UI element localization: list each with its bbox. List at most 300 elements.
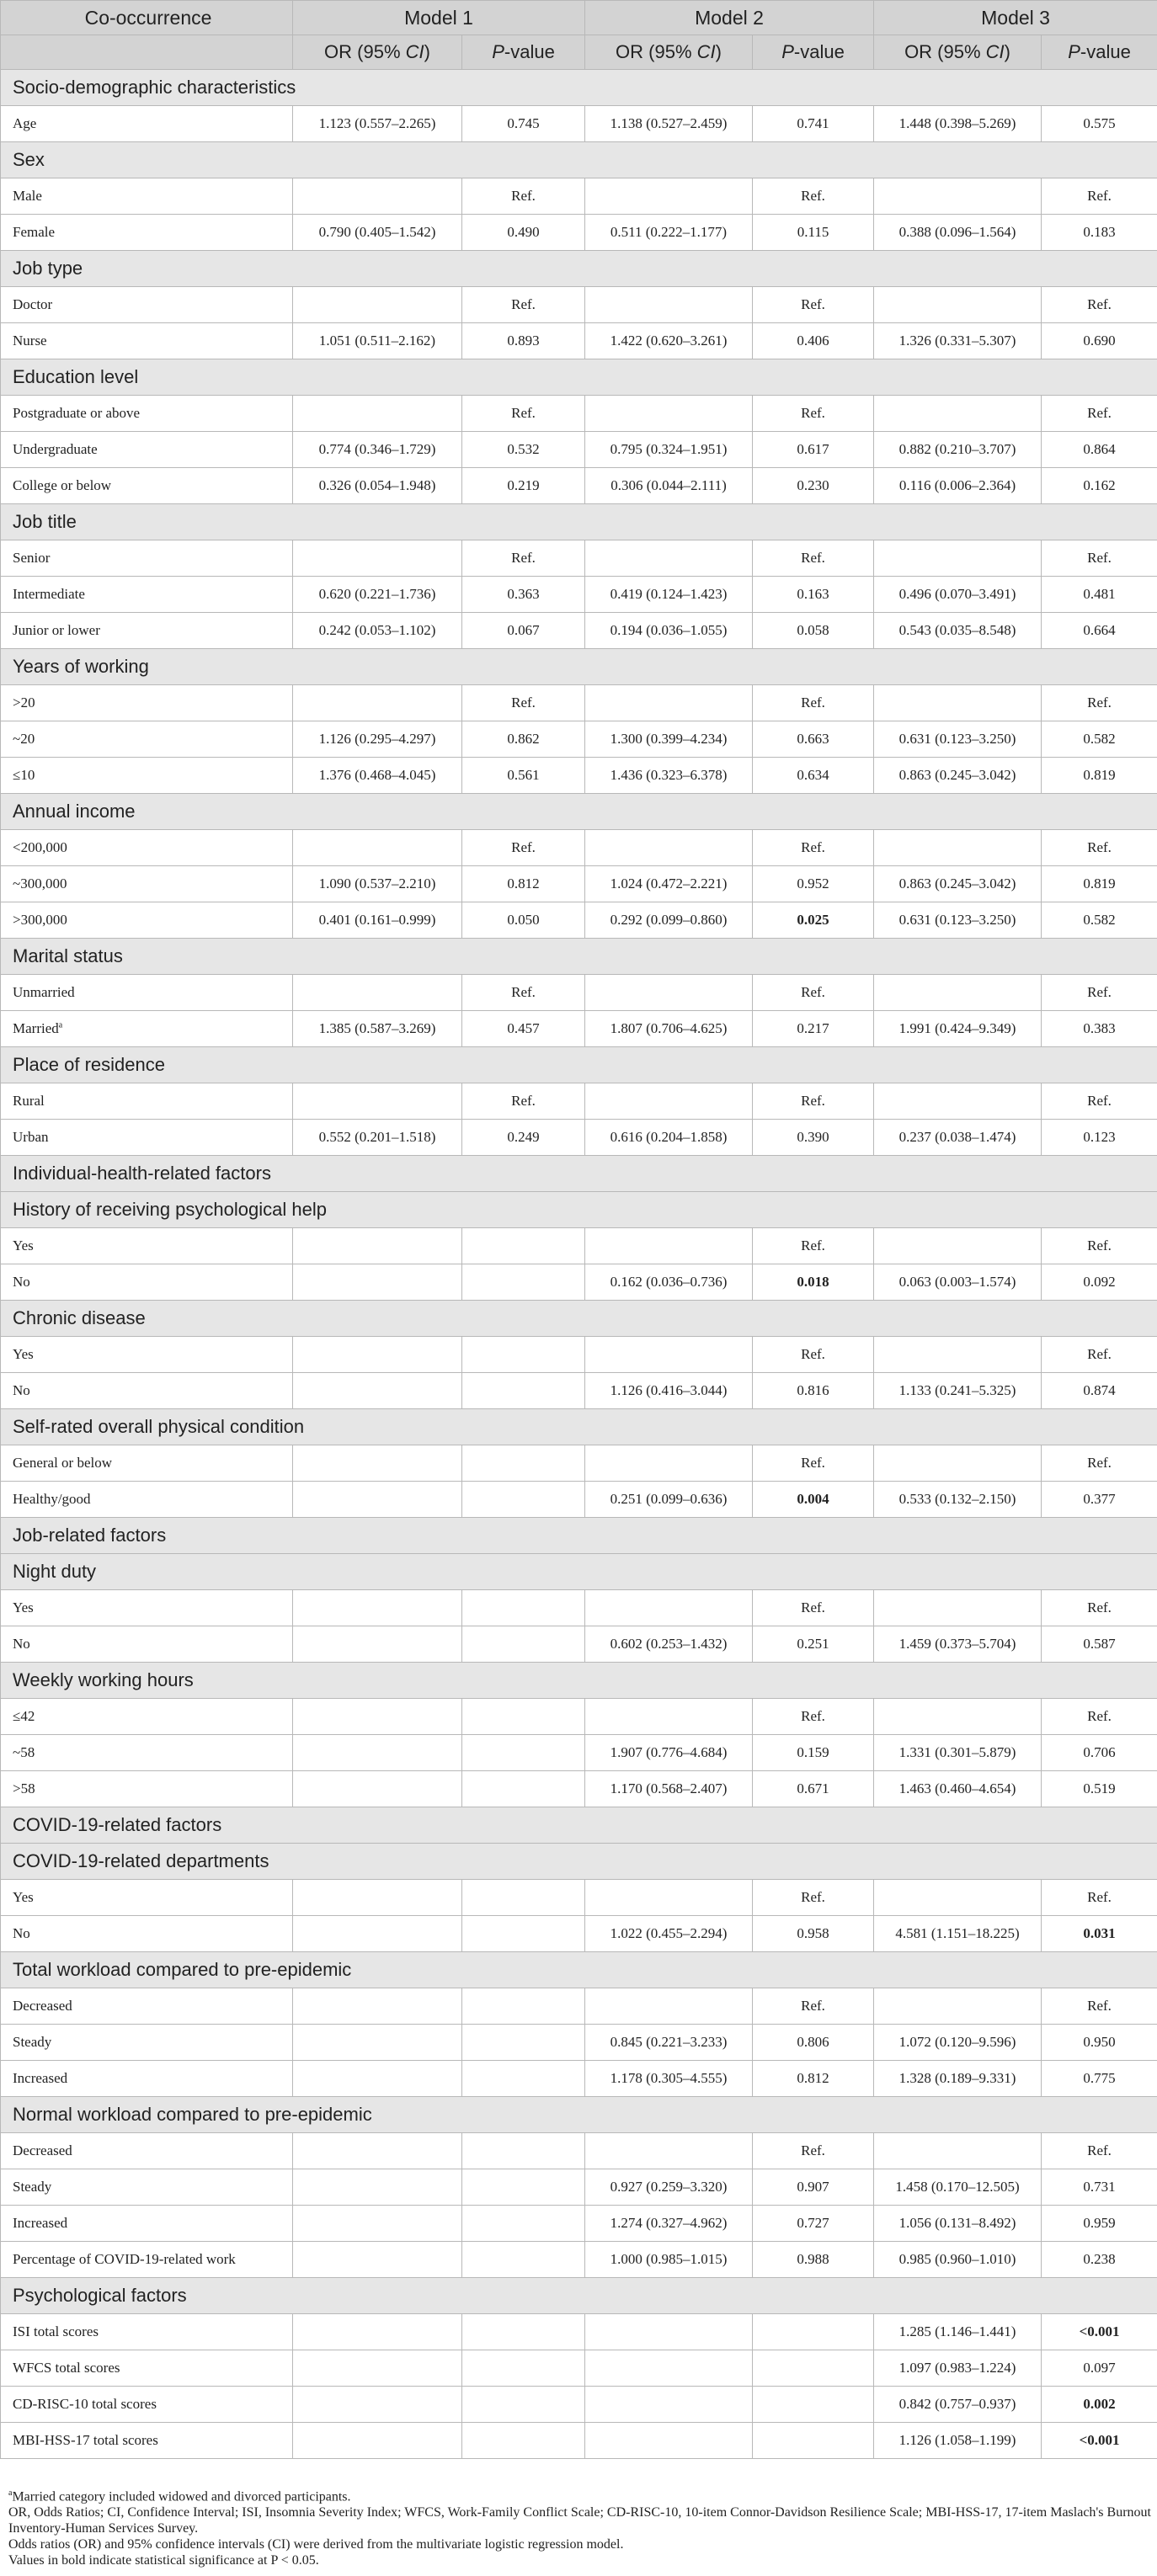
p-model-1-cell: [462, 1590, 585, 1626]
table-body: [1, 70, 1157, 2459]
table-row: [1, 468, 1157, 504]
section-header-row: [1, 504, 1157, 540]
or-model-1-cell: [293, 2061, 462, 2097]
p-model-3-cell: 0.950: [1042, 2025, 1157, 2061]
row-label: [1, 1880, 293, 1916]
table-row: [1, 1482, 1157, 1518]
or-model-1-cell: 1.385 (0.587–3.269): [293, 1011, 462, 1047]
row-label-text: >58: [13, 1780, 35, 1796]
or-model-3-cell: 4.581 (1.151–18.225): [874, 1916, 1042, 1952]
row-label-text: Senior: [13, 550, 51, 566]
table-row: [1, 1988, 1157, 2025]
table-row: [1, 432, 1157, 468]
or-model-2-cell: [585, 1228, 753, 1264]
or-model-3-cell: 1.328 (0.189–9.331): [874, 2061, 1042, 2097]
or-model-3-cell: 0.631 (0.123–3.250): [874, 721, 1042, 758]
row-label-text: Postgraduate or above: [13, 405, 141, 421]
section-header-row: [1, 1047, 1157, 1083]
table-row: [1, 1699, 1157, 1735]
footnote-abbreviations: OR, Odds Ratios; CI, Confidence Interval; ISI, Insomnia Severity Index; WFCS, Work-Family Conflict Scale; CD-RISC-10, 10-item Connor-Davidson Resilience Scale; MBI-HSS-17, 17-item Maslach's Burnout Inventory-Human Services Survey.: [8, 2505, 1151, 2536]
p-model-2-cell: 0.159: [753, 1735, 874, 1771]
table-row: [1, 2206, 1157, 2242]
p-model-1-cell: [462, 1735, 585, 1771]
or-model-1-cell: [293, 540, 462, 577]
section-header-row: [1, 1301, 1157, 1337]
p-model-1-cell: 0.249: [462, 1120, 585, 1156]
row-label-text: ≤10: [13, 767, 35, 783]
or-model-3-cell: 1.463 (0.460–4.654): [874, 1771, 1042, 1807]
p-model-1-cell: 0.219: [462, 468, 585, 504]
or-model-1-cell: [293, 2314, 462, 2350]
or-model-1-cell: [293, 1373, 462, 1409]
or-model-3-cell: 1.448 (0.398–5.269): [874, 106, 1042, 142]
or-model-1-cell: [293, 396, 462, 432]
row-label-text: General or below: [13, 1455, 113, 1471]
header-blank: [1, 35, 293, 70]
table-row: [1, 2423, 1157, 2459]
p-model-3-cell: Ref.: [1042, 685, 1157, 721]
row-label-text: ≤42: [13, 1708, 35, 1724]
table-row: [1, 2061, 1157, 2097]
row-label: [1, 1083, 293, 1120]
table-row: [1, 323, 1157, 359]
or-model-3-cell: 0.063 (0.003–1.574): [874, 1264, 1042, 1301]
or-model-1-cell: 1.123 (0.557–2.265): [293, 106, 462, 142]
or-model-2-cell: 1.422 (0.620–3.261): [585, 323, 753, 359]
section-title: Sex: [1, 142, 1157, 178]
table-row: [1, 2387, 1157, 2423]
row-label-text: Steady: [13, 2179, 52, 2195]
p-model-3-cell: Ref.: [1042, 1988, 1157, 2025]
row-label-text: >300,000: [13, 912, 67, 928]
section-title: Night duty: [1, 1554, 1157, 1590]
row-label-text: Yes: [13, 1346, 34, 1362]
or-model-2-cell: [585, 1880, 753, 1916]
or-model-2-cell: [585, 1083, 753, 1120]
p-model-3-cell: 0.123: [1042, 1120, 1157, 1156]
row-label: [1, 975, 293, 1011]
p-model-3-cell: 0.706: [1042, 1735, 1157, 1771]
or-model-3-cell: [874, 1445, 1042, 1482]
row-label: [1, 540, 293, 577]
section-title: Marital status: [1, 939, 1157, 975]
p-model-1-cell: [462, 1482, 585, 1518]
table-header: [1, 1, 1157, 70]
table-row: [1, 215, 1157, 251]
table-row: [1, 2169, 1157, 2206]
p-model-3-cell: 0.183: [1042, 215, 1157, 251]
section-header-row: [1, 1192, 1157, 1228]
p-model-2-cell: Ref.: [753, 540, 874, 577]
or-model-1-cell: [293, 1916, 462, 1952]
p-model-1-cell: [462, 2025, 585, 2061]
section-header-row: [1, 939, 1157, 975]
or-model-1-cell: [293, 1083, 462, 1120]
p-model-2-cell: 0.907: [753, 2169, 874, 2206]
p-model-2-cell: Ref.: [753, 685, 874, 721]
row-label: [1, 1735, 293, 1771]
section-title: COVID-19-related departments: [1, 1844, 1157, 1880]
table-row: [1, 1626, 1157, 1663]
p-model-3-cell: 0.238: [1042, 2242, 1157, 2278]
row-label-text: ISI total scores: [13, 2323, 99, 2339]
p-model-2-cell: Ref.: [753, 396, 874, 432]
p-model-1-cell: [462, 1373, 585, 1409]
or-model-3-cell: 1.991 (0.424–9.349): [874, 1011, 1042, 1047]
row-label-text: ~300,000: [13, 876, 67, 891]
p-model-1-cell: [462, 2423, 585, 2459]
or-model-2-cell: [585, 1445, 753, 1482]
section-header-row: [1, 2278, 1157, 2314]
or-model-3-cell: 0.388 (0.096–1.564): [874, 215, 1042, 251]
or-model-1-cell: [293, 2350, 462, 2387]
table-row: [1, 1011, 1157, 1047]
p-model-1-cell: [462, 2169, 585, 2206]
p-model-2-cell: [753, 2350, 874, 2387]
p-model-1-cell: 0.363: [462, 577, 585, 613]
or-model-3-cell: 1.133 (0.241–5.325): [874, 1373, 1042, 1409]
or-model-2-cell: 1.024 (0.472–2.221): [585, 866, 753, 902]
p-model-2-cell: 0.988: [753, 2242, 874, 2278]
p-model-1-cell: Ref.: [462, 1083, 585, 1120]
p-model-3-cell: 0.383: [1042, 1011, 1157, 1047]
table-row: [1, 2133, 1157, 2169]
row-label: [1, 106, 293, 142]
or-model-2-cell: 1.000 (0.985–1.015): [585, 2242, 753, 2278]
row-label-text: MBI-HSS-17 total scores: [13, 2432, 158, 2448]
or-model-1-cell: [293, 1228, 462, 1264]
footnote-bold-values: Values in bold indicate statistical significance at P < 0.05.: [8, 2553, 319, 2568]
or-model-3-cell: [874, 1880, 1042, 1916]
p-model-2-cell: [753, 2387, 874, 2423]
p-model-2-cell: Ref.: [753, 287, 874, 323]
section-header-row: [1, 142, 1157, 178]
table-row: [1, 1880, 1157, 1916]
p-model-3-cell: 0.162: [1042, 468, 1157, 504]
or-model-1-cell: [293, 178, 462, 215]
or-model-3-cell: [874, 1228, 1042, 1264]
section-header-row: [1, 1844, 1157, 1880]
table-row: [1, 613, 1157, 649]
row-label: [1, 866, 293, 902]
p-model-1-cell: [462, 1916, 585, 1952]
or-model-2-cell: [585, 1988, 753, 2025]
section-title: Socio-demographic characteristics: [1, 70, 1157, 106]
p-model-1-cell: [462, 1880, 585, 1916]
row-label: [1, 2061, 293, 2097]
table-row: [1, 396, 1157, 432]
section-title: Normal workload compared to pre-epidemic: [1, 2097, 1157, 2133]
or-model-3-cell: [874, 1590, 1042, 1626]
p-model-2-cell: Ref.: [753, 1337, 874, 1373]
row-label-text: Unmarried: [13, 984, 75, 1000]
section-title: Total workload compared to pre-epidemic: [1, 1952, 1157, 1988]
section-title: Psychological factors: [1, 2278, 1157, 2314]
row-label-text: CD-RISC-10 total scores: [13, 2396, 157, 2412]
p-model-2-cell: [753, 2314, 874, 2350]
table-row: [1, 2314, 1157, 2350]
header-co-occurrence: Co-occurrence: [1, 1, 293, 35]
header-p-model-3: P-value: [1042, 35, 1157, 70]
p-model-3-cell: 0.092: [1042, 1264, 1157, 1301]
p-model-3-cell: Ref.: [1042, 1337, 1157, 1373]
or-model-2-cell: 0.511 (0.222–1.177): [585, 215, 753, 251]
p-model-1-cell: 0.457: [462, 1011, 585, 1047]
p-model-1-cell: [462, 1626, 585, 1663]
p-model-2-cell: 0.115: [753, 215, 874, 251]
or-model-2-cell: [585, 287, 753, 323]
or-model-1-cell: [293, 1445, 462, 1482]
p-model-2-cell: Ref.: [753, 1590, 874, 1626]
or-model-3-cell: 0.496 (0.070–3.491): [874, 577, 1042, 613]
row-label-text: No: [13, 1636, 30, 1652]
p-model-1-cell: 0.067: [462, 613, 585, 649]
header-or-model-2: OR (95% CI): [585, 35, 753, 70]
row-label: [1, 685, 293, 721]
section-title: COVID-19-related factors: [1, 1807, 1157, 1844]
p-model-3-cell: Ref.: [1042, 975, 1157, 1011]
table-row: [1, 685, 1157, 721]
row-label: [1, 432, 293, 468]
or-model-2-cell: [585, 396, 753, 432]
or-model-2-cell: [585, 1337, 753, 1373]
or-model-2-cell: [585, 2133, 753, 2169]
p-model-3-cell: 0.481: [1042, 577, 1157, 613]
or-model-2-cell: [585, 2350, 753, 2387]
row-label-text: Undergraduate: [13, 441, 98, 457]
p-model-1-cell: [462, 1988, 585, 2025]
section-header-row: [1, 1156, 1157, 1192]
section-title: Place of residence: [1, 1047, 1157, 1083]
p-model-1-cell: [462, 2387, 585, 2423]
p-model-2-cell: 0.018: [753, 1264, 874, 1301]
row-label: [1, 178, 293, 215]
row-label-text: ~20: [13, 731, 35, 747]
p-model-3-cell: 0.731: [1042, 2169, 1157, 2206]
p-model-3-cell: Ref.: [1042, 540, 1157, 577]
row-label: [1, 1337, 293, 1373]
row-label-text: Female: [13, 224, 56, 240]
or-model-3-cell: [874, 2133, 1042, 2169]
or-model-2-cell: 1.022 (0.455–2.294): [585, 1916, 753, 1952]
row-label: [1, 215, 293, 251]
row-label-text: Yes: [13, 1237, 34, 1253]
table-row: [1, 1916, 1157, 1952]
or-model-2-cell: [585, 1590, 753, 1626]
header-p-model-2: P-value: [753, 35, 874, 70]
or-model-1-cell: [293, 2242, 462, 2278]
table-row: [1, 106, 1157, 142]
row-label: [1, 1988, 293, 2025]
table-row: [1, 830, 1157, 866]
or-model-2-cell: [585, 975, 753, 1011]
row-label: [1, 1590, 293, 1626]
or-model-2-cell: [585, 830, 753, 866]
or-model-3-cell: [874, 975, 1042, 1011]
p-model-3-cell: Ref.: [1042, 287, 1157, 323]
section-header-row: [1, 794, 1157, 830]
section-header-row: [1, 359, 1157, 396]
or-model-2-cell: 1.807 (0.706–4.625): [585, 1011, 753, 1047]
or-model-3-cell: 0.533 (0.132–2.150): [874, 1482, 1042, 1518]
or-model-1-cell: [293, 1988, 462, 2025]
p-model-3-cell: Ref.: [1042, 1445, 1157, 1482]
row-label: [1, 2314, 293, 2350]
footnote-or-ci: Odds ratios (OR) and 95% confidence intervals (CI) were derived from the multivariate logistic regression model.: [8, 2537, 624, 2552]
row-label: [1, 1373, 293, 1409]
or-model-1-cell: [293, 1771, 462, 1807]
table-row: [1, 1445, 1157, 1482]
or-model-3-cell: [874, 1988, 1042, 2025]
table-row: [1, 1083, 1157, 1120]
row-label: [1, 396, 293, 432]
p-model-1-cell: [462, 2242, 585, 2278]
row-label-text: Nurse: [13, 333, 47, 349]
or-model-1-cell: 0.774 (0.346–1.729): [293, 432, 462, 468]
table-row: [1, 1373, 1157, 1409]
or-model-1-cell: [293, 975, 462, 1011]
p-model-2-cell: 0.812: [753, 2061, 874, 2097]
or-model-2-cell: 1.138 (0.527–2.459): [585, 106, 753, 142]
p-model-2-cell: 0.663: [753, 721, 874, 758]
or-model-1-cell: 0.326 (0.054–1.948): [293, 468, 462, 504]
p-model-3-cell: <0.001: [1042, 2423, 1157, 2459]
header-or-model-1: OR (95% CI): [293, 35, 462, 70]
header-model-3: Model 3: [874, 1, 1157, 35]
p-model-1-cell: Ref.: [462, 685, 585, 721]
p-model-1-cell: [462, 1771, 585, 1807]
row-label-text: Percentage of COVID-19-related work: [13, 2251, 236, 2267]
table-row: [1, 1337, 1157, 1373]
row-label-text: Male: [13, 188, 42, 204]
p-model-3-cell: Ref.: [1042, 1699, 1157, 1735]
p-model-3-cell: <0.001: [1042, 2314, 1157, 2350]
section-title: Job-related factors: [1, 1518, 1157, 1554]
section-title: Individual-health-related factors: [1, 1156, 1157, 1192]
or-model-3-cell: [874, 540, 1042, 577]
row-label: [1, 1445, 293, 1482]
or-model-1-cell: [293, 2387, 462, 2423]
or-model-2-cell: [585, 685, 753, 721]
table-row: [1, 1771, 1157, 1807]
row-label-text: >20: [13, 695, 35, 711]
row-label: [1, 830, 293, 866]
or-model-2-cell: 0.616 (0.204–1.858): [585, 1120, 753, 1156]
table-row: [1, 2025, 1157, 2061]
row-label: [1, 2350, 293, 2387]
or-model-3-cell: 1.326 (0.331–5.307): [874, 323, 1042, 359]
row-label: [1, 613, 293, 649]
p-model-2-cell: 0.230: [753, 468, 874, 504]
or-model-1-cell: [293, 2423, 462, 2459]
p-model-2-cell: 0.958: [753, 1916, 874, 1952]
p-model-2-cell: Ref.: [753, 1083, 874, 1120]
row-label: [1, 1482, 293, 1518]
p-model-3-cell: Ref.: [1042, 396, 1157, 432]
row-label: [1, 1228, 293, 1264]
row-label: [1, 1011, 293, 1047]
p-model-2-cell: 0.806: [753, 2025, 874, 2061]
footnote-married-text: Married category included widowed and divorced participants.: [12, 2489, 351, 2504]
section-title: Years of working: [1, 649, 1157, 685]
or-model-3-cell: [874, 685, 1042, 721]
row-label: [1, 721, 293, 758]
header-or-model-3: OR (95% CI): [874, 35, 1042, 70]
row-label-text: Decreased: [13, 2142, 72, 2158]
section-title: Chronic disease: [1, 1301, 1157, 1337]
or-model-3-cell: 0.863 (0.245–3.042): [874, 866, 1042, 902]
row-label: [1, 1771, 293, 1807]
row-label-text: Junior or lower: [13, 622, 100, 638]
section-header-row: [1, 251, 1157, 287]
or-model-1-cell: [293, 1626, 462, 1663]
or-model-3-cell: [874, 1083, 1042, 1120]
section-header-row: [1, 1409, 1157, 1445]
or-model-1-cell: 0.620 (0.221–1.736): [293, 577, 462, 613]
p-model-3-cell: Ref.: [1042, 178, 1157, 215]
p-model-3-cell: Ref.: [1042, 830, 1157, 866]
p-model-3-cell: 0.819: [1042, 866, 1157, 902]
row-label: [1, 1916, 293, 1952]
or-model-3-cell: [874, 830, 1042, 866]
p-model-2-cell: 0.217: [753, 1011, 874, 1047]
p-model-2-cell: [753, 2423, 874, 2459]
p-model-3-cell: 0.582: [1042, 721, 1157, 758]
p-model-3-cell: 0.819: [1042, 758, 1157, 794]
table-row: [1, 2242, 1157, 2278]
p-model-3-cell: 0.959: [1042, 2206, 1157, 2242]
section-header-row: [1, 1518, 1157, 1554]
row-label: [1, 1699, 293, 1735]
row-label-superscript: a: [58, 1020, 63, 1030]
p-model-1-cell: 0.812: [462, 866, 585, 902]
p-model-2-cell: 0.634: [753, 758, 874, 794]
p-model-1-cell: Ref.: [462, 540, 585, 577]
or-model-3-cell: [874, 1699, 1042, 1735]
or-model-2-cell: [585, 2387, 753, 2423]
p-model-3-cell: 0.377: [1042, 1482, 1157, 1518]
or-model-3-cell: 1.285 (1.146–1.441): [874, 2314, 1042, 2350]
or-model-1-cell: [293, 1264, 462, 1301]
p-model-2-cell: 0.671: [753, 1771, 874, 1807]
header-model-1: Model 1: [293, 1, 585, 35]
or-model-1-cell: [293, 1880, 462, 1916]
or-model-2-cell: 0.602 (0.253–1.432): [585, 1626, 753, 1663]
or-model-3-cell: 0.237 (0.038–1.474): [874, 1120, 1042, 1156]
or-model-3-cell: [874, 178, 1042, 215]
table-row: [1, 1264, 1157, 1301]
section-title: Annual income: [1, 794, 1157, 830]
row-label: [1, 323, 293, 359]
or-model-3-cell: 0.543 (0.035–8.548): [874, 613, 1042, 649]
row-label: [1, 468, 293, 504]
section-header-row: [1, 1554, 1157, 1590]
or-model-2-cell: [585, 178, 753, 215]
or-model-1-cell: [293, 2133, 462, 2169]
or-model-1-cell: 1.051 (0.511–2.162): [293, 323, 462, 359]
p-model-3-cell: 0.519: [1042, 1771, 1157, 1807]
or-model-2-cell: [585, 2314, 753, 2350]
p-model-1-cell: 0.862: [462, 721, 585, 758]
p-model-1-cell: [462, 2314, 585, 2350]
section-title: Job type: [1, 251, 1157, 287]
or-model-3-cell: 0.116 (0.006–2.364): [874, 468, 1042, 504]
p-model-3-cell: 0.690: [1042, 323, 1157, 359]
or-model-3-cell: 0.863 (0.245–3.042): [874, 758, 1042, 794]
p-model-3-cell: 0.002: [1042, 2387, 1157, 2423]
table-footnotes: [0, 2485, 1154, 2568]
section-title: Weekly working hours: [1, 1663, 1157, 1699]
